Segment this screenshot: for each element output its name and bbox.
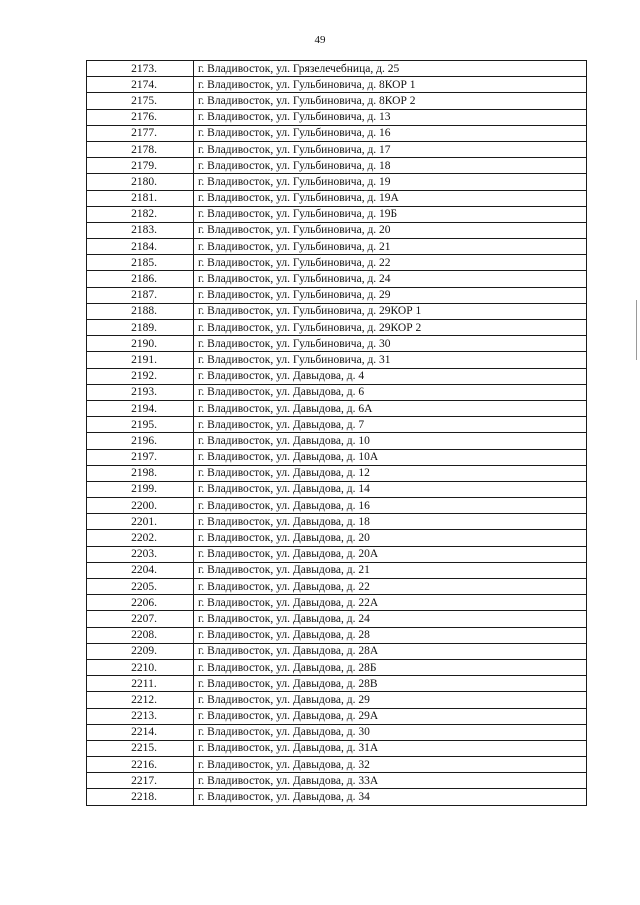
row-address: г. Владивосток, ул. Гульбиновича, д. 24 <box>194 271 587 287</box>
row-number: 2200. <box>87 498 194 514</box>
row-number: 2201. <box>87 514 194 530</box>
row-address: г. Владивосток, ул. Давыдова, д. 20А <box>194 546 587 562</box>
row-address: г. Владивосток, ул. Давыдова, д. 31А <box>194 740 587 756</box>
table-row <box>87 271 587 287</box>
row-address: г. Владивосток, ул. Давыдова, д. 4 <box>194 368 587 384</box>
row-address: г. Владивосток, ул. Гульбиновича, д. 29КОР 1 <box>194 303 587 319</box>
row-number: 2193. <box>87 384 194 400</box>
row-address: г. Владивосток, ул. Давыдова, д. 16 <box>194 498 587 514</box>
row-address: г. Владивосток, ул. Давыдова, д. 6А <box>194 400 587 416</box>
table-row <box>87 109 587 125</box>
table-row <box>87 692 587 708</box>
row-number: 2196. <box>87 433 194 449</box>
row-number: 2190. <box>87 336 194 352</box>
table-row <box>87 125 587 141</box>
table-row <box>87 320 587 336</box>
table-row <box>87 724 587 740</box>
row-address: г. Владивосток, ул. Давыдова, д. 18 <box>194 514 587 530</box>
table-row <box>87 336 587 352</box>
row-number: 2178. <box>87 141 194 157</box>
row-number: 2218. <box>87 789 194 805</box>
row-address: г. Владивосток, ул. Давыдова, д. 21 <box>194 562 587 578</box>
row-number: 2175. <box>87 93 194 109</box>
address-table <box>86 60 587 806</box>
row-number: 2185. <box>87 255 194 271</box>
row-address: г. Владивосток, ул. Гульбиновича, д. 21 <box>194 239 587 255</box>
row-address: г. Владивосток, ул. Гульбиновича, д. 30 <box>194 336 587 352</box>
table-row <box>87 546 587 562</box>
row-address: г. Владивосток, ул. Гульбиновича, д. 13 <box>194 109 587 125</box>
table-row <box>87 481 587 497</box>
row-address: г. Владивосток, ул. Гульбиновича, д. 18 <box>194 158 587 174</box>
row-address: г. Владивосток, ул. Давыдова, д. 28В <box>194 676 587 692</box>
table-row <box>87 61 587 77</box>
row-number: 2191. <box>87 352 194 368</box>
table-row <box>87 708 587 724</box>
row-address: г. Владивосток, ул. Гульбиновича, д. 29КОР 2 <box>194 320 587 336</box>
row-address: г. Владивосток, ул. Гульбиновича, д. 19А <box>194 190 587 206</box>
table-row <box>87 190 587 206</box>
row-number: 2214. <box>87 724 194 740</box>
table-row <box>87 352 587 368</box>
row-number: 2203. <box>87 546 194 562</box>
table-row <box>87 287 587 303</box>
table-row <box>87 643 587 659</box>
row-address: г. Владивосток, ул. Давыдова, д. 29А <box>194 708 587 724</box>
table-row <box>87 417 587 433</box>
table-row <box>87 627 587 643</box>
table-row <box>87 757 587 773</box>
row-address: г. Владивосток, ул. Гульбиновича, д. 8КОР 1 <box>194 77 587 93</box>
table-row <box>87 206 587 222</box>
table-row <box>87 789 587 805</box>
table-row <box>87 384 587 400</box>
row-number: 2212. <box>87 692 194 708</box>
scan-edge-mark <box>636 300 637 360</box>
table-row <box>87 303 587 319</box>
table-row <box>87 562 587 578</box>
table-row <box>87 579 587 595</box>
table-row <box>87 659 587 675</box>
row-address: г. Владивосток, ул. Давыдова, д. 33А <box>194 773 587 789</box>
row-address: г. Владивосток, ул. Давыдова, д. 14 <box>194 481 587 497</box>
row-number: 2202. <box>87 530 194 546</box>
table-row <box>87 239 587 255</box>
row-number: 2183. <box>87 222 194 238</box>
row-number: 2187. <box>87 287 194 303</box>
row-number: 2195. <box>87 417 194 433</box>
row-address: г. Владивосток, ул. Давыдова, д. 10А <box>194 449 587 465</box>
table-row <box>87 676 587 692</box>
row-address: г. Владивосток, ул. Давыдова, д. 28А <box>194 643 587 659</box>
row-address: г. Владивосток, ул. Гульбиновича, д. 19 <box>194 174 587 190</box>
table-row <box>87 433 587 449</box>
row-number: 2180. <box>87 174 194 190</box>
row-number: 2173. <box>87 61 194 77</box>
row-number: 2204. <box>87 562 194 578</box>
row-number: 2194. <box>87 400 194 416</box>
row-address: г. Владивосток, ул. Гульбиновича, д. 20 <box>194 222 587 238</box>
table-row <box>87 77 587 93</box>
table-row <box>87 174 587 190</box>
table-row <box>87 773 587 789</box>
row-number: 2209. <box>87 643 194 659</box>
row-number: 2198. <box>87 465 194 481</box>
row-address: г. Владивосток, ул. Давыдова, д. 10 <box>194 433 587 449</box>
address-table-body <box>87 61 587 806</box>
row-address: г. Владивосток, ул. Гульбиновича, д. 22 <box>194 255 587 271</box>
row-address: г. Владивосток, ул. Гульбиновича, д. 19Б <box>194 206 587 222</box>
row-number: 2182. <box>87 206 194 222</box>
table-row <box>87 449 587 465</box>
row-address: г. Владивосток, ул. Давыдова, д. 30 <box>194 724 587 740</box>
row-number: 2174. <box>87 77 194 93</box>
row-address: г. Владивосток, ул. Давыдова, д. 20 <box>194 530 587 546</box>
row-number: 2188. <box>87 303 194 319</box>
table-row <box>87 222 587 238</box>
row-number: 2176. <box>87 109 194 125</box>
row-number: 2208. <box>87 627 194 643</box>
row-address: г. Владивосток, ул. Давыдова, д. 34 <box>194 789 587 805</box>
row-address: г. Владивосток, ул. Гульбиновича, д. 31 <box>194 352 587 368</box>
row-number: 2206. <box>87 595 194 611</box>
row-address: г. Владивосток, ул. Давыдова, д. 12 <box>194 465 587 481</box>
table-row <box>87 530 587 546</box>
row-address: г. Владивосток, ул. Давыдова, д. 28 <box>194 627 587 643</box>
row-address: г. Владивосток, ул. Гульбиновича, д. 8КОР 2 <box>194 93 587 109</box>
table-row <box>87 465 587 481</box>
row-address: г. Владивосток, ул. Гульбиновича, д. 29 <box>194 287 587 303</box>
row-number: 2177. <box>87 125 194 141</box>
table-row <box>87 740 587 756</box>
row-address: г. Владивосток, ул. Давыдова, д. 32 <box>194 757 587 773</box>
table-row <box>87 93 587 109</box>
table-row <box>87 595 587 611</box>
table-row <box>87 255 587 271</box>
row-address: г. Владивосток, ул. Давыдова, д. 7 <box>194 417 587 433</box>
row-address: г. Владивосток, ул. Давыдова, д. 22А <box>194 595 587 611</box>
row-number: 2217. <box>87 773 194 789</box>
row-number: 2181. <box>87 190 194 206</box>
row-number: 2179. <box>87 158 194 174</box>
row-address: г. Владивосток, ул. Давыдова, д. 6 <box>194 384 587 400</box>
row-number: 2216. <box>87 757 194 773</box>
row-number: 2197. <box>87 449 194 465</box>
row-number: 2192. <box>87 368 194 384</box>
row-number: 2205. <box>87 579 194 595</box>
table-row <box>87 141 587 157</box>
row-number: 2199. <box>87 481 194 497</box>
row-number: 2210. <box>87 659 194 675</box>
row-number: 2211. <box>87 676 194 692</box>
row-address: г. Владивосток, ул. Давыдова, д. 29 <box>194 692 587 708</box>
table-row <box>87 514 587 530</box>
row-number: 2186. <box>87 271 194 287</box>
page-number: 49 <box>314 34 326 46</box>
row-number: 2215. <box>87 740 194 756</box>
row-address: г. Владивосток, ул. Грязелечебница, д. 25 <box>194 61 587 77</box>
row-address: г. Владивосток, ул. Давыдова, д. 24 <box>194 611 587 627</box>
row-address: г. Владивосток, ул. Давыдова, д. 28Б <box>194 659 587 675</box>
row-address: г. Владивосток, ул. Гульбиновича, д. 17 <box>194 141 587 157</box>
row-address: г. Владивосток, ул. Давыдова, д. 22 <box>194 579 587 595</box>
row-number: 2213. <box>87 708 194 724</box>
table-row <box>87 158 587 174</box>
table-row <box>87 400 587 416</box>
table-row <box>87 498 587 514</box>
table-row <box>87 368 587 384</box>
row-number: 2184. <box>87 239 194 255</box>
row-number: 2207. <box>87 611 194 627</box>
row-number: 2189. <box>87 320 194 336</box>
table-row <box>87 611 587 627</box>
row-address: г. Владивосток, ул. Гульбиновича, д. 16 <box>194 125 587 141</box>
